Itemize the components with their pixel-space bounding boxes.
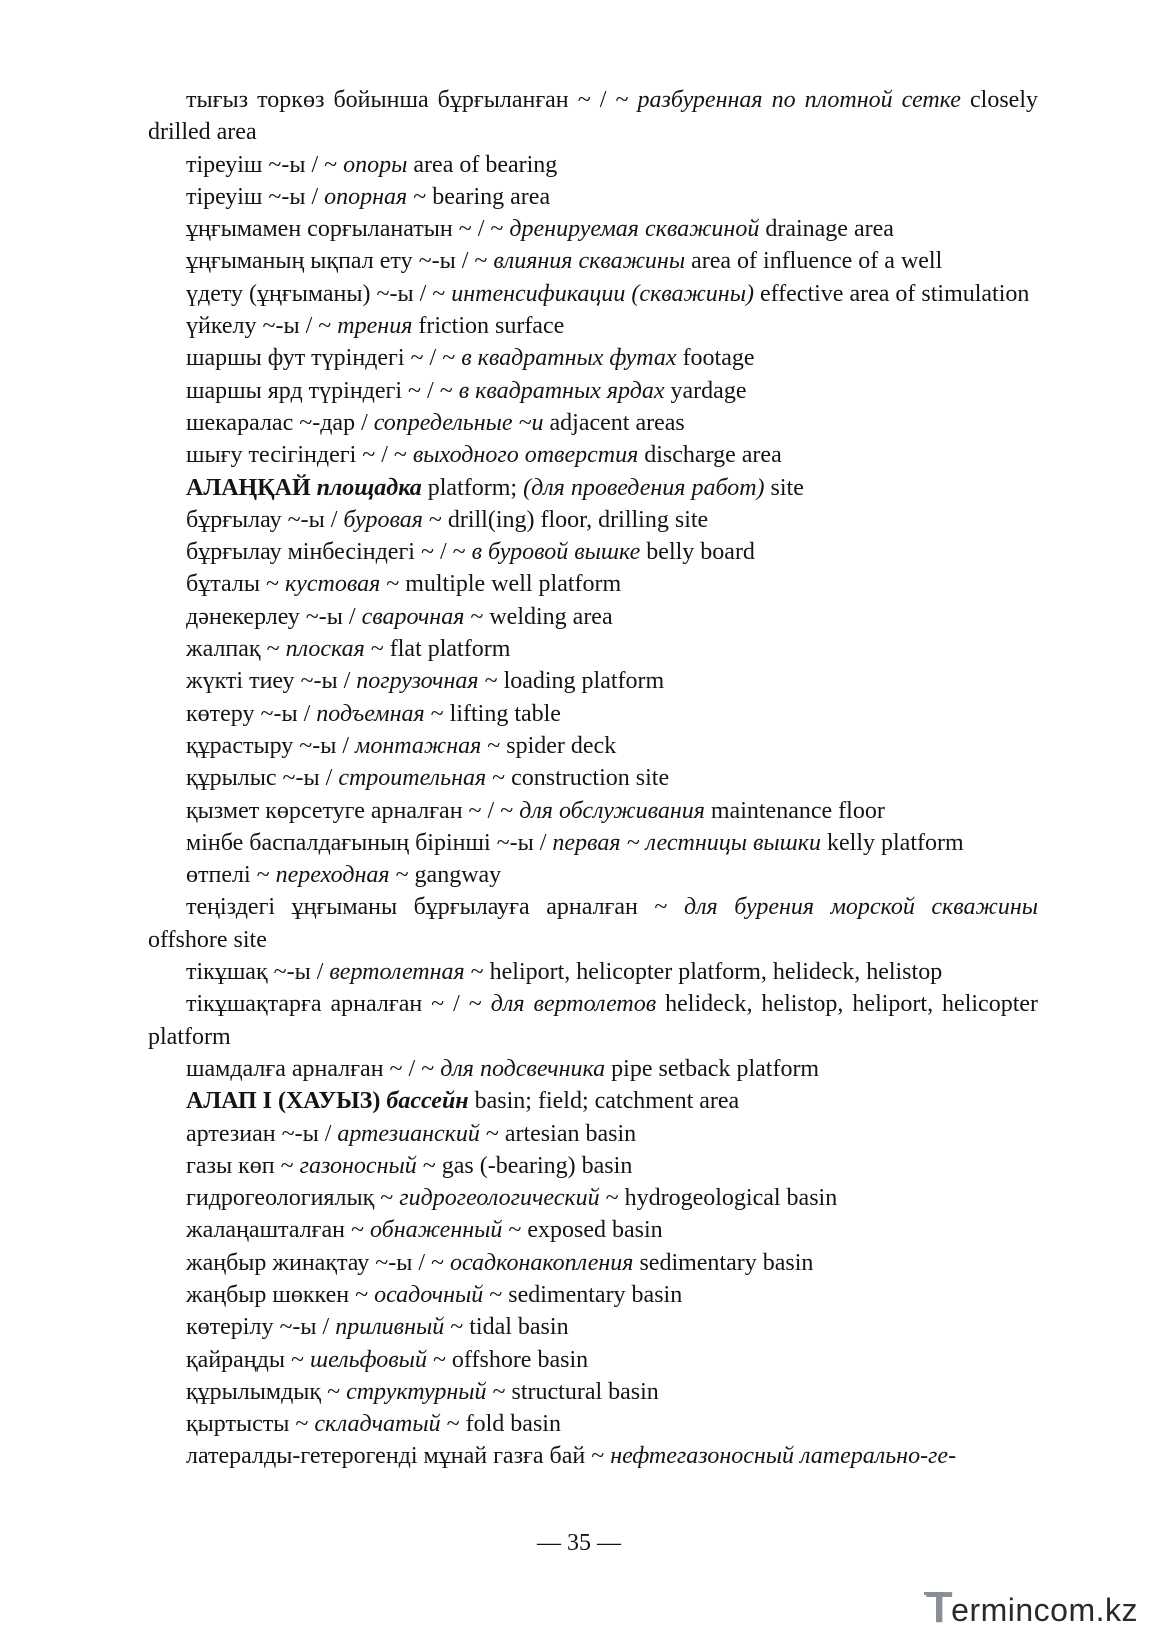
entry-text: site bbox=[764, 474, 804, 501]
entry-text: ~ bearing area bbox=[407, 183, 551, 210]
entry-text: үдету (ұңғыманы) ~-ы / ~ bbox=[186, 280, 452, 307]
entry-russian-term: плоская bbox=[285, 636, 365, 663]
entry-russian-term: трения bbox=[337, 313, 413, 340]
entry-text: helideck, helistop, heliport, helicopter platform bbox=[148, 991, 1038, 1050]
watermark-logo-letter: T bbox=[925, 1583, 954, 1632]
entry-text: жүкті тиеу ~-ы / bbox=[186, 668, 357, 695]
entry-russian-term: гидрогеологический bbox=[399, 1185, 600, 1212]
dictionary-entry bbox=[148, 149, 1038, 181]
entry-russian-term: опоры bbox=[343, 151, 408, 178]
entry-text: offshore site bbox=[148, 926, 267, 953]
entry-russian-term: нефтегазоносный латерально-ге- bbox=[610, 1443, 957, 1470]
entry-text: тікұшақтарға арналған ~ / ~ bbox=[186, 991, 491, 1018]
entry-text: ~ welding area bbox=[464, 603, 613, 630]
entry-text: friction surface bbox=[412, 313, 565, 340]
dictionary-entry bbox=[148, 1311, 1038, 1343]
entry-russian-term: приливный bbox=[335, 1314, 445, 1341]
dictionary-entry bbox=[148, 1376, 1038, 1408]
entry-text: ~ fold basin bbox=[440, 1411, 561, 1438]
entry-russian-term: строительная bbox=[338, 765, 487, 792]
entry-text: adjacent areas bbox=[543, 409, 685, 436]
entry-text: тығыз торкөз бойынша бұрғыланған ~ / ~ bbox=[186, 87, 638, 113]
entry-text: ~ gas (-bearing) basin bbox=[416, 1152, 633, 1179]
dictionary-entry bbox=[148, 278, 1038, 310]
entry-text: ~ tidal basin bbox=[444, 1314, 569, 1341]
dictionary-entries bbox=[148, 84, 1038, 1473]
entry-russian-term: выходного отверстия bbox=[412, 442, 639, 469]
dictionary-entry bbox=[148, 439, 1038, 471]
entry-russian-term: артезианский bbox=[337, 1120, 480, 1147]
dictionary-entry bbox=[148, 375, 1038, 407]
entry-text: ~ loading platform bbox=[478, 668, 665, 695]
dictionary-entry bbox=[148, 1214, 1038, 1246]
dictionary-entry bbox=[148, 988, 1038, 1053]
entry-text: area of bearing bbox=[407, 151, 558, 178]
entry-text: шамдалға арналған ~ / ~ bbox=[186, 1055, 441, 1082]
entry-text: ~ multiple well platform bbox=[380, 571, 622, 598]
entry-russian-term: для подсвечника bbox=[440, 1055, 606, 1082]
entry-text: discharge area bbox=[638, 442, 782, 469]
page-number: — 35 — bbox=[537, 1530, 621, 1556]
dictionary-entry bbox=[148, 601, 1038, 633]
dictionary-entry bbox=[148, 536, 1038, 568]
entry-text: maintenance floor bbox=[704, 797, 885, 824]
dictionary-entry bbox=[148, 245, 1038, 277]
entry-text: ~ heliport, helicopter platform, helideck, helistop bbox=[464, 959, 943, 986]
entry-text: үйкелу ~-ы / ~ bbox=[186, 313, 338, 340]
dictionary-entry bbox=[148, 342, 1038, 374]
dictionary-entry bbox=[148, 1408, 1038, 1440]
entry-text: тіреуіш ~-ы / ~ bbox=[186, 151, 344, 178]
dictionary-entry bbox=[148, 859, 1038, 891]
dictionary-entry bbox=[148, 1344, 1038, 1376]
entry-text: belly board bbox=[640, 539, 755, 566]
entry-text: ~ artesian basin bbox=[479, 1120, 637, 1147]
entry-text: артезиан ~-ы / bbox=[186, 1120, 338, 1147]
dictionary-entry bbox=[148, 730, 1038, 762]
entry-russian-term: погрузочная bbox=[356, 668, 479, 695]
entry-text: basin; field; catchment area bbox=[468, 1088, 740, 1115]
entry-text: теңіздегі ұңғыманы бұрғылауға арналған ~ bbox=[186, 894, 684, 921]
entry-russian-term: вертолетная bbox=[329, 959, 465, 986]
entry-russian-term: осадконакопления bbox=[449, 1249, 634, 1276]
entry-text: ~ flat platform bbox=[364, 636, 511, 663]
entry-text: effective area of stimulation bbox=[753, 280, 1030, 307]
entry-text: kelly platform bbox=[821, 829, 964, 856]
entry-text: ~ hydrogeological basin bbox=[599, 1185, 838, 1212]
entry-russian-term: структурный bbox=[346, 1378, 487, 1405]
entry-text: латералды-гетерогенді мұнай газға бай ~ bbox=[186, 1443, 611, 1470]
dictionary-entry bbox=[148, 310, 1038, 342]
entry-russian-term: в квадратных футах bbox=[461, 345, 677, 372]
entry-russian-term: для вертолетов bbox=[490, 991, 657, 1018]
dictionary-entry bbox=[148, 1279, 1038, 1311]
entry-text: мінбе баспалдағының бірінші ~-ы / bbox=[186, 829, 553, 856]
dictionary-entry bbox=[148, 1150, 1038, 1182]
entry-headword: АЛАҢҚАЙ bbox=[186, 474, 311, 501]
entry-russian-term: подъемная bbox=[316, 700, 425, 727]
entry-russian-term: шельфовый bbox=[309, 1346, 427, 1373]
entry-text: қыртысты ~ bbox=[186, 1411, 315, 1438]
entry-text: шаршы фут түріндегі ~ / ~ bbox=[186, 345, 462, 372]
entry-text: yardage bbox=[664, 377, 747, 404]
entry-text: жаңбыр шөккен ~ bbox=[186, 1281, 375, 1308]
entry-text: бұрғылау ~-ы / bbox=[186, 506, 344, 533]
entry-text: шекаралас ~-дар / bbox=[186, 409, 374, 436]
entry-text: қызмет көрсетуге арналған ~ / ~ bbox=[186, 797, 520, 824]
dictionary-entry bbox=[148, 891, 1038, 956]
entry-russian-term: сварочная bbox=[361, 603, 465, 630]
entry-russian-term: осадочный bbox=[374, 1281, 484, 1308]
entry-russian-term: влияния скважины bbox=[493, 248, 686, 275]
dictionary-entry bbox=[148, 1118, 1038, 1150]
entry-text: ~ lifting table bbox=[424, 700, 561, 727]
dictionary-entry bbox=[148, 633, 1038, 665]
entry-russian-term: в буровой вышке bbox=[471, 539, 641, 566]
entry-text: дәнекерлеу ~-ы / bbox=[186, 603, 362, 630]
dictionary-entry bbox=[148, 407, 1038, 439]
entry-text: ~ construction site bbox=[486, 765, 670, 792]
entry-text: ~ gangway bbox=[389, 862, 502, 889]
dictionary-entry bbox=[148, 472, 1038, 504]
dictionary-entry bbox=[148, 956, 1038, 988]
entry-russian-term: для обслуживания bbox=[519, 797, 705, 824]
entry-text: көтерілу ~-ы / bbox=[186, 1314, 336, 1341]
entry-text: жалаңашталған ~ bbox=[186, 1217, 370, 1244]
entry-russian-term: кустовая bbox=[284, 571, 381, 598]
dictionary-entry bbox=[148, 1085, 1038, 1117]
dictionary-entry bbox=[148, 762, 1038, 794]
entry-text: footage bbox=[676, 345, 755, 372]
entry-russian-term: опорная bbox=[324, 183, 408, 210]
dictionary-entry bbox=[148, 181, 1038, 213]
dictionary-entry bbox=[148, 1440, 1038, 1472]
entry-text: қайраңды ~ bbox=[186, 1346, 310, 1373]
entry-russian-term: газоносный bbox=[299, 1152, 417, 1179]
entry-text: құрылымдық ~ bbox=[186, 1378, 347, 1405]
site-watermark bbox=[924, 1583, 1138, 1632]
entry-text: ~ structural basin bbox=[486, 1378, 659, 1405]
entry-text: жалпақ ~ bbox=[186, 636, 286, 663]
entry-text: құрастыру ~-ы / bbox=[186, 732, 356, 759]
watermark-brand-text: ermincom.kz bbox=[951, 1592, 1138, 1628]
entry-text: ~ drill(ing) floor, drilling site bbox=[422, 506, 709, 533]
dictionary-entry bbox=[148, 213, 1038, 245]
entry-text: platform; bbox=[421, 474, 524, 501]
entry-russian-term: сопредельные ~и bbox=[373, 409, 544, 436]
dictionary-entry bbox=[148, 568, 1038, 600]
entry-russian-term: для бурения морской скважины bbox=[683, 894, 1038, 921]
entry-text: шаршы ярд түріндегі ~ / ~ bbox=[186, 377, 459, 404]
entry-text: құрылыс ~-ы / bbox=[186, 765, 339, 792]
entry-text: drainage area bbox=[759, 216, 894, 243]
entry-russian-term: интенсификации (скважины) bbox=[451, 280, 754, 307]
entry-russian-term: дренируемая скважиной bbox=[509, 216, 760, 243]
dictionary-entry bbox=[148, 504, 1038, 536]
entry-text: тіреуіш ~-ы / bbox=[186, 183, 325, 210]
entry-text: area of influence of a well bbox=[685, 248, 943, 275]
entry-text: шығу тесігіндегі ~ / ~ bbox=[186, 442, 413, 469]
entry-text: ~ offshore basin bbox=[426, 1346, 589, 1373]
dictionary-entry bbox=[148, 827, 1038, 859]
entry-text: бұрғылау мінбесіндегі ~ / ~ bbox=[186, 539, 472, 566]
entry-russian-term: в квадратных ярдах bbox=[458, 377, 665, 404]
entry-russian-term: обнаженный bbox=[370, 1217, 503, 1244]
dictionary-entry bbox=[148, 1247, 1038, 1279]
dictionary-entry bbox=[148, 795, 1038, 827]
entry-text: гидрогеологиялық ~ bbox=[186, 1185, 400, 1212]
entry-russian-term: переходная bbox=[275, 862, 390, 889]
entry-text: sedimentary basin bbox=[633, 1249, 814, 1276]
dictionary-entry bbox=[148, 84, 1038, 149]
entry-text: ~ sedimentary basin bbox=[483, 1281, 683, 1308]
entry-headword-translation: бассейн bbox=[386, 1088, 469, 1115]
entry-russian-term: (для проведения работ) bbox=[523, 474, 765, 501]
entry-russian-term: буровая bbox=[343, 506, 423, 533]
dictionary-entry bbox=[148, 698, 1038, 730]
entry-text: closely drilled area bbox=[148, 87, 1038, 146]
dictionary-entry bbox=[148, 1182, 1038, 1214]
entry-text: жаңбыр жинақтау ~-ы / ~ bbox=[186, 1249, 450, 1276]
entry-russian-term: первая ~ лестницы вышки bbox=[552, 829, 822, 856]
entry-text: ұңғымамен сорғыланатын ~ / ~ bbox=[186, 216, 510, 243]
entry-russian-term: монтажная bbox=[355, 732, 482, 759]
entry-russian-term: разбуренная по плотной сетке bbox=[637, 87, 961, 113]
entry-text: ~ exposed basin bbox=[502, 1217, 663, 1244]
dictionary-entry bbox=[148, 665, 1038, 697]
entry-text: бұталы ~ bbox=[186, 571, 285, 598]
dictionary-entry bbox=[148, 1053, 1038, 1085]
entry-text: ұңғыманың ықпал ету ~-ы / ~ bbox=[186, 248, 494, 275]
entry-headword: АЛАП І (ХАУЫЗ) bbox=[186, 1088, 381, 1115]
entry-text: өтпелі ~ bbox=[186, 862, 276, 889]
entry-russian-term: складчатый bbox=[314, 1411, 441, 1438]
entry-text: көтеру ~-ы / bbox=[186, 700, 317, 727]
entry-text: газы көп ~ bbox=[186, 1152, 300, 1179]
entry-text: pipe setback platform bbox=[605, 1055, 820, 1082]
entry-text: тікұшақ ~-ы / bbox=[186, 959, 330, 986]
entry-text: ~ spider deck bbox=[481, 732, 617, 759]
entry-headword-translation: площадка bbox=[316, 474, 422, 501]
